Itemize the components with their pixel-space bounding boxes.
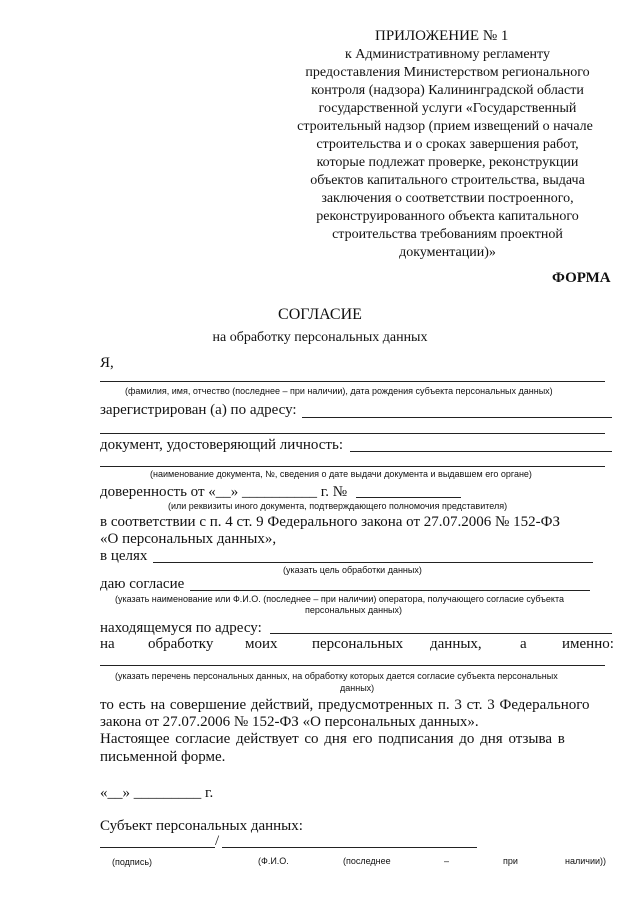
processing-word: персональных — [312, 636, 404, 652]
header-line: заключения о соответствии построенного, — [321, 191, 574, 206]
header-line: строительства и о сроках завершения работ, — [316, 137, 579, 152]
list-hint-1: (указать перечень персональных данных, на обработку которых дается согласие субъекта персональных — [115, 671, 558, 681]
proxy-hint: (или реквизиты иного документа, подтверждающего полномочия представителя) — [168, 501, 508, 511]
list-hint-2: данных) — [340, 683, 375, 693]
appendix-title: ПРИЛОЖЕНИЕ № 1 — [375, 28, 509, 44]
hint-presence: наличии)) — [565, 856, 606, 866]
processing-word: на — [100, 636, 115, 652]
accordance-line-1: в соответствии с п. 4 ст. 9 Федерального закона от 27.07.2006 № 152-ФЗ — [100, 514, 560, 530]
header-line: объектов капитального строительства, выдача — [310, 173, 585, 188]
address-line[interactable] — [302, 417, 612, 418]
processing-word: а — [520, 636, 527, 652]
located-label: находящемуся по адресу: — [100, 620, 262, 636]
header-line: строительный надзор (прием извещений о начале — [297, 119, 593, 134]
document-hint: (наименование документа, №, сведения о дате выдачи документа и выдавшем его органе) — [150, 469, 532, 479]
document-line[interactable] — [350, 451, 612, 452]
purpose-hint: (указать цель обработки данных) — [283, 565, 422, 575]
fio-line[interactable] — [100, 381, 605, 382]
signature-date[interactable]: «__» _________ г. — [100, 785, 214, 801]
operator-hint-1: (указать наименование или Ф.И.О. (последнее – при наличии) оператора, получающего согласие субъекта — [115, 594, 564, 604]
proxy-label: доверенность от «__» __________ г. № — [100, 484, 348, 500]
subject-label: Субъект персональных данных: — [100, 818, 303, 834]
actions-line-1: то есть на совершение действий, предусмотренных п. 3 ст. 3 Федерального — [100, 697, 590, 713]
hint-when: при — [503, 856, 518, 866]
processing-word: моих — [245, 636, 278, 652]
document-line-2[interactable] — [100, 466, 605, 467]
hint-signature: (подпись) — [112, 857, 153, 867]
name-line[interactable] — [222, 847, 477, 848]
consent-label: даю согласие — [100, 576, 185, 592]
i-label: Я, — [100, 355, 114, 371]
processing-word: именно: — [562, 636, 614, 652]
located-line[interactable] — [270, 633, 612, 634]
accordance-line-2: «О персональных данных», — [100, 531, 277, 547]
form-label: ФОРМА — [552, 270, 611, 286]
validity-line-2: письменной форме. — [100, 749, 226, 765]
operator-hint-2: персональных данных) — [305, 605, 403, 615]
document-title: СОГЛАСИЕ — [278, 306, 362, 323]
signature-line[interactable] — [100, 847, 215, 848]
header-line: реконструированного объекта капитального — [316, 209, 579, 224]
operator-line[interactable] — [190, 590, 590, 591]
fio-hint: (фамилия, имя, отчество (последнее – при наличии), дата рождения субъекта персональных данных) — [125, 386, 553, 396]
header-line: государственной услуги «Государственный — [318, 101, 577, 116]
signature-separator: / — [215, 833, 220, 849]
processing-word: данных, — [430, 636, 482, 652]
header-line: документации)» — [399, 245, 496, 260]
header-line: предоставления Министерством регионального — [305, 65, 590, 80]
document-label: документ, удостоверяющий личность: — [100, 437, 343, 453]
registered-label: зарегистрирован (а) по адресу: — [100, 402, 297, 418]
address-line-2[interactable] — [100, 433, 605, 434]
header-line: строительства требованиям проектной — [332, 227, 563, 242]
header-line: к Административному регламенту — [345, 47, 550, 62]
purpose-line[interactable] — [153, 562, 593, 563]
processing-word: обработку — [148, 636, 214, 652]
document-subtitle: на обработку персональных данных — [212, 330, 428, 345]
purpose-label: в целях — [100, 548, 148, 564]
proxy-number-line[interactable] — [356, 497, 461, 498]
actions-line-2: закона от 27.07.2006 № 152-ФЗ «О персональных данных». — [100, 714, 479, 730]
hint-fio: (Ф.И.О. — [258, 856, 289, 866]
hint-dash: – — [444, 856, 450, 866]
header-line: контроля (надзора) Калининградской области — [311, 83, 584, 98]
data-list-line[interactable] — [100, 665, 605, 666]
validity-line-1: Настоящее согласие действует со дня его подписания до дня отзыва в — [100, 731, 565, 747]
hint-last: (последнее — [343, 856, 391, 866]
header-line: которые подлежат проверке, реконструкции — [316, 155, 579, 170]
